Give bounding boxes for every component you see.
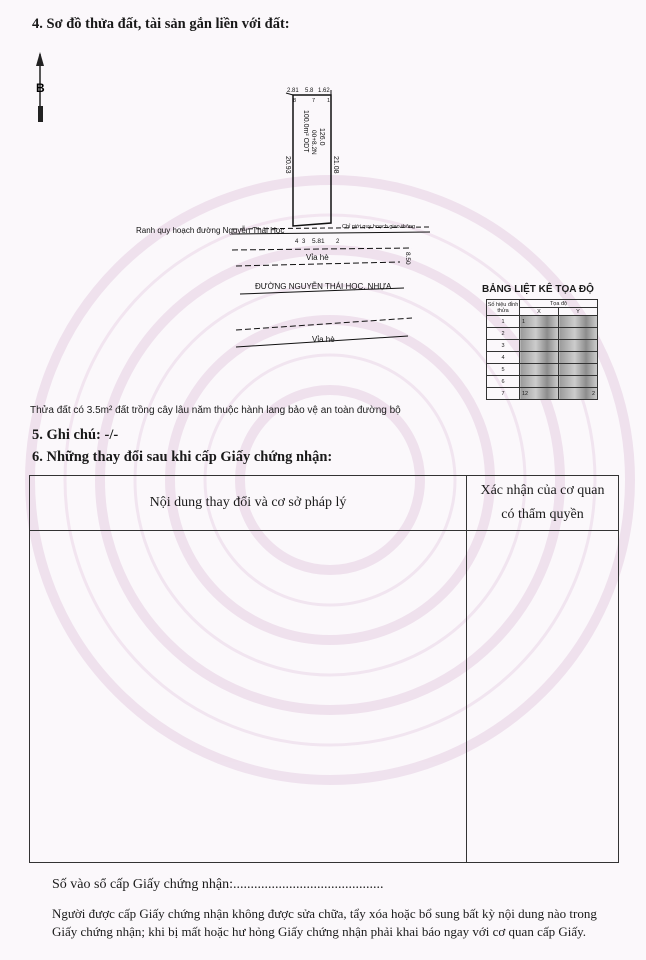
- point-4: 4: [295, 239, 299, 245]
- point-2: 2: [336, 239, 340, 245]
- coord-col-point: Số hiệu đỉnh thửa: [487, 301, 519, 314]
- coord-table: [486, 299, 598, 400]
- coord-table-title: BẢNG LIỆT KÊ TỌA ĐỘ: [482, 284, 594, 295]
- change-confirmation-cell[interactable]: [467, 531, 619, 863]
- road-width: 8.50: [404, 252, 411, 265]
- change-col-confirmation-line1: Xác nhận của cơ quan: [480, 483, 605, 498]
- section-6-title: 6. Những thay đổi sau khi cấp Giấy chứng nhận:: [32, 449, 333, 465]
- change-col-confirmation-line2: có thẩm quyền: [501, 507, 584, 522]
- change-col-confirmation: [467, 476, 619, 531]
- point-7: 7: [312, 98, 316, 104]
- table-row: 2: [487, 328, 598, 340]
- footer-note: [52, 905, 632, 941]
- parcel-number: 126.0: [318, 128, 325, 146]
- left-length: 20.93: [284, 156, 291, 174]
- registry-line: [52, 877, 384, 893]
- table-row: 1 1: [487, 316, 598, 328]
- coord-col-x: X: [520, 308, 559, 316]
- table-row: 5: [487, 364, 598, 376]
- table-row: 3: [487, 340, 598, 352]
- footer-line-1: Người được cấp Giấy chứng nhận không được sửa chữa, tẩy xóa hoặc bổ sung bất kỳ nội dung nào trong: [52, 906, 597, 921]
- parcel-outline: [293, 95, 331, 226]
- table-row: 4: [487, 352, 598, 364]
- registry-dots: ...........................................: [233, 877, 384, 892]
- road-boundary-label: Ranh quy hoạch đường Nguyễn Thái Học: [136, 226, 285, 235]
- change-content-cell[interactable]: [30, 531, 467, 863]
- parcel-code: 100.0m² ODT: [302, 110, 309, 153]
- table-row: 7 12 2: [487, 388, 598, 400]
- point-1: 1: [327, 98, 331, 104]
- footer-line-2: Giấy chứng nhận; khi bị mất hoặc hư hỏng Giấy chứng nhận phải khai báo ngay với cơ quan cấp Giấy.: [52, 924, 587, 939]
- top-dim-left: 2.81: [287, 88, 299, 94]
- point-8: 8: [293, 98, 297, 104]
- section-5-note: 5. Ghi chú: -/-: [32, 427, 119, 443]
- road-name: ĐƯỜNG NGUYỄN THÁI HỌC, NHỰA: [255, 282, 392, 291]
- front-width: 5.81: [312, 238, 325, 245]
- north-label: B: [36, 81, 45, 95]
- area-note: Thửa đất có 3.5m² đất trồng cây lâu năm thuộc hành lang bảo vệ an toàn đường bộ: [30, 405, 401, 416]
- table-row: 6: [487, 376, 598, 388]
- parcel-sheet: 00+8.2N: [310, 130, 317, 155]
- traffic-boundary-label: Chỉ giới quy hoạch giao thông: [342, 224, 416, 230]
- registry-label: Số vào sổ cấp Giấy chứng nhận:: [52, 877, 233, 892]
- change-table: [29, 475, 619, 863]
- coord-col-coord: Tọa độ: [520, 300, 598, 308]
- sidewalk-label-2: Vỉa hè: [312, 335, 335, 344]
- right-length: 21.08: [332, 156, 339, 174]
- point-3: 3: [302, 239, 306, 245]
- change-col-content: Nội dung thay đổi và cơ sở pháp lý: [30, 476, 467, 531]
- sidewalk-label-1: Vỉa hè: [306, 253, 329, 262]
- coord-col-y: Y: [559, 308, 598, 316]
- top-dim-right: 1.62: [318, 88, 330, 94]
- section-4-title: 4. Sơ đồ thửa đất, tài sản gắn liền với đất:: [32, 16, 290, 32]
- top-dim-mid: 5.8: [305, 88, 314, 94]
